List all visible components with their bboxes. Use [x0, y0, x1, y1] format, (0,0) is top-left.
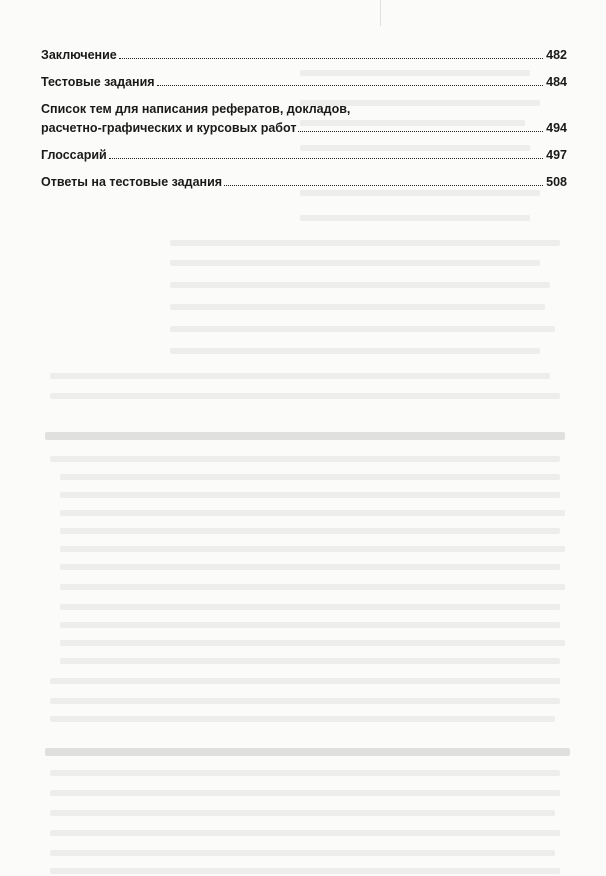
toc-entry-conclusion[interactable] [41, 46, 567, 65]
toc-page-number: 482 [546, 48, 567, 62]
toc-entry-title-line-1: Список тем для написания рефератов, докладов, [41, 102, 351, 116]
dot-leader [109, 158, 543, 159]
toc-entry-title: Тестовые задания [41, 75, 155, 89]
toc-entry-title: Ответы на тестовые задания [41, 175, 223, 189]
page-crease [380, 0, 381, 26]
dot-leader [119, 58, 543, 59]
toc-entry-tests[interactable] [41, 73, 567, 92]
toc-page-number: 494 [546, 121, 567, 135]
toc-entry-title-line-2: расчетно-графических и курсовых работ [41, 121, 297, 135]
toc-page-number: 508 [546, 175, 567, 189]
toc-entry-title: Заключение [41, 48, 117, 62]
dot-leader [157, 85, 544, 86]
toc-page-number: 497 [546, 148, 567, 162]
dot-leader [224, 185, 543, 186]
dot-leader [298, 131, 543, 132]
toc-page-number: 484 [546, 75, 567, 89]
toc-entry-title: Глоссарий [41, 148, 107, 162]
toc-entry-topics-list[interactable] [41, 100, 567, 138]
toc-entry-answers[interactable] [41, 173, 567, 192]
toc-entry-glossary[interactable] [41, 146, 567, 165]
table-of-contents [41, 46, 567, 192]
